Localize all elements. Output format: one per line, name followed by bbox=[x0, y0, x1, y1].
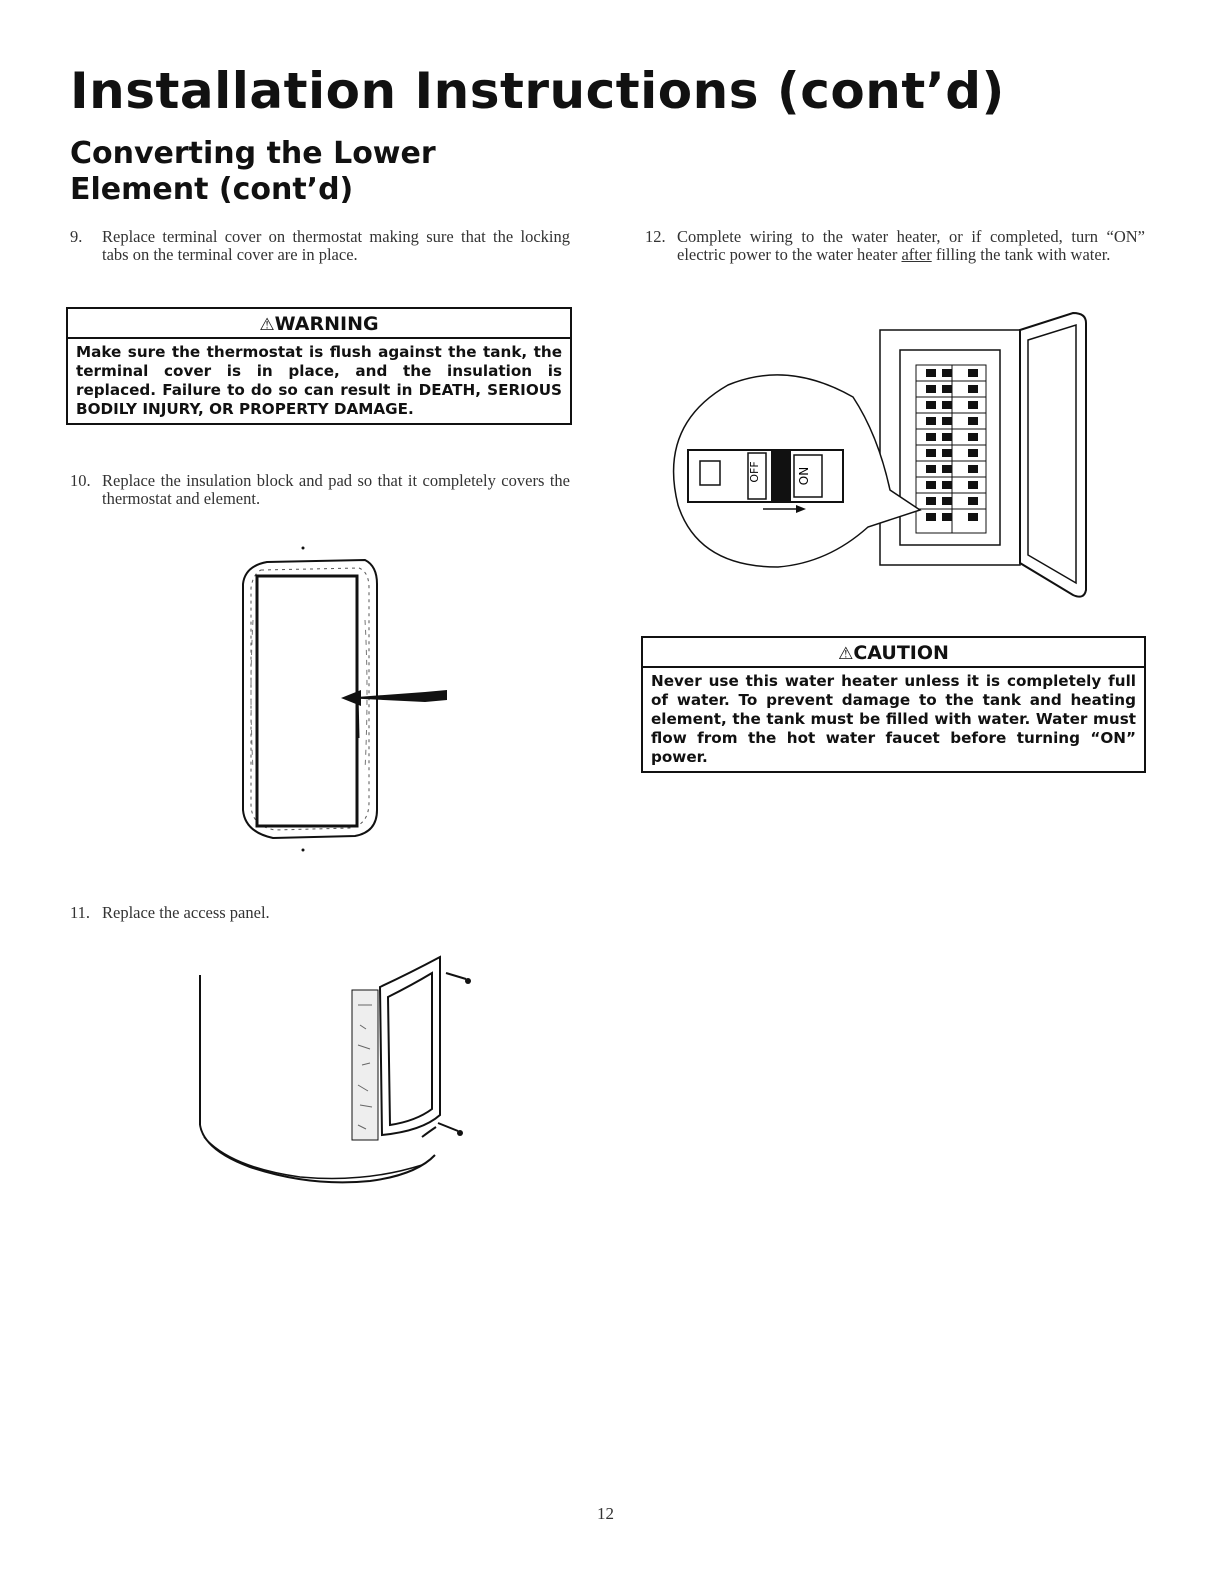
step-9 bbox=[70, 228, 570, 264]
step-text-part-2: filling the tank with water. bbox=[931, 245, 1111, 264]
caution-heading bbox=[643, 638, 1144, 668]
warning-icon: ⚠ bbox=[259, 315, 275, 335]
step-number: 11. bbox=[70, 903, 91, 922]
step-10 bbox=[70, 472, 570, 508]
step-text-part-1: Complete wiring to the water heater, or if completed, turn “ON” electric power to the water heater bbox=[677, 227, 1145, 264]
access-panel-illustration bbox=[190, 945, 490, 1190]
step-number: 10. bbox=[70, 471, 91, 490]
warning-box bbox=[66, 307, 572, 425]
on-label: ON bbox=[797, 466, 811, 486]
warning-heading bbox=[68, 309, 570, 339]
caution-icon: ⚠ bbox=[838, 644, 854, 664]
caution-label: CAUTION bbox=[853, 642, 949, 664]
step-number: 9. bbox=[70, 227, 83, 246]
step-11 bbox=[70, 904, 570, 922]
page-title: Installation Instructions (cont’d) bbox=[70, 62, 1005, 120]
step-text: Replace the insulation block and pad so that it completely covers the thermostat and element. bbox=[102, 471, 570, 508]
warning-text: Make sure the thermostat is flush against the tank, the terminal cover is in place, and the insulation is replaced. Failure to do so can result in DEATH, SERIOUS BODILY INJURY, OR PROPERTY DAMAGE. bbox=[76, 343, 562, 418]
page-number: 12 bbox=[597, 1504, 614, 1523]
off-label: OFF bbox=[748, 461, 761, 483]
step-text: Replace terminal cover on thermostat making sure that the locking tabs on the terminal cover are in place. bbox=[102, 227, 570, 264]
caution-box bbox=[641, 636, 1146, 773]
section-title-line2: Element (cont’d) bbox=[70, 172, 354, 207]
step-text-emphasis: after bbox=[901, 245, 932, 264]
warning-label: WARNING bbox=[274, 313, 379, 335]
step-12 bbox=[645, 228, 1145, 264]
step-number: 12. bbox=[645, 227, 666, 246]
breaker-panel-illustration bbox=[668, 305, 1098, 605]
section-title-line1: Converting the Lower bbox=[70, 136, 436, 171]
insulation-pad-illustration bbox=[225, 540, 465, 860]
step-text: Replace the access panel. bbox=[102, 903, 270, 922]
section-title bbox=[70, 136, 436, 208]
caution-text: Never use this water heater unless it is completely full of water. To prevent damage to the tank and heating element, the tank must be filled with water. Water must flow from the hot water faucet before turning “ON” power. bbox=[651, 672, 1136, 766]
breaker-rows bbox=[916, 365, 986, 533]
step-text bbox=[645, 228, 1145, 264]
